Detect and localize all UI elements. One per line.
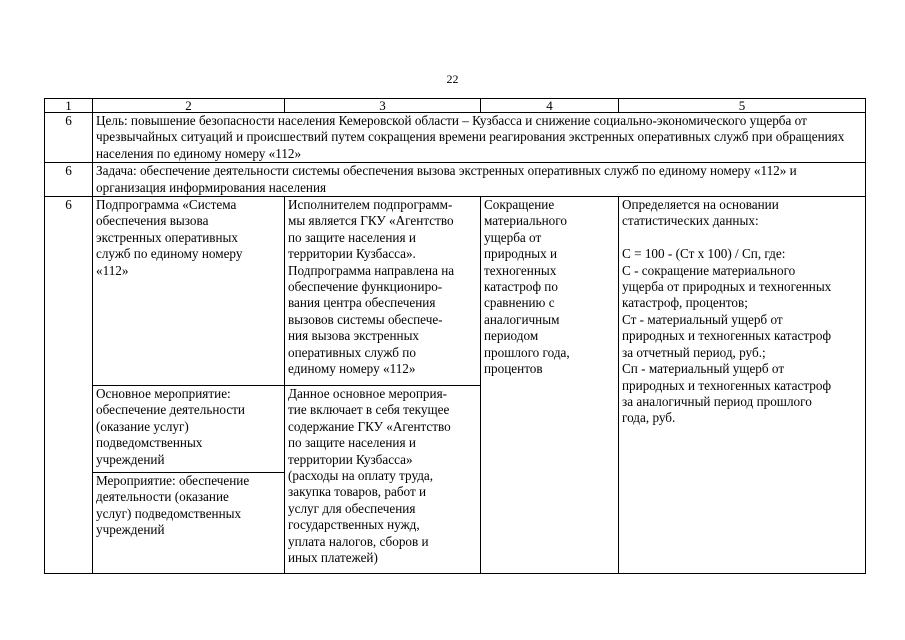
indicator-name: Сокращение материального ущерба от природных и техногенных катастроф по сравнению с аналогичным периодом прошлого года, процентов	[481, 197, 619, 574]
task-row	[45, 163, 866, 197]
header-col-3: 3	[285, 99, 481, 113]
activity-name: Мероприятие: обеспечение деятельности (оказание услуг) подведомственных учреждений	[93, 473, 285, 574]
subprogram-row	[45, 197, 866, 386]
main-activity-description: Данное основное мероприя- тие включает в себя текущее содержание ГКУ «Агентство по защите населения и территории Кузбасса» (расходы на оплату труда, закупка товаров, работ и услуг для обеспечения государственных нужд, уплата налогов, сборов и иных платежей)	[285, 386, 481, 574]
goal-row	[45, 113, 866, 163]
page-number: 22	[446, 72, 459, 86]
main-activity-name: Основное мероприятие: обеспечение деятельности (оказание услуг) подведомственных учреждений	[93, 386, 285, 473]
header-row	[45, 99, 866, 113]
header-col-4: 4	[481, 99, 619, 113]
program-table	[44, 98, 866, 574]
goal-number: 6	[45, 113, 93, 163]
subprogram-name: Подпрограмма «Система обеспечения вызова экстренных оперативных служб по единому номеру «112»	[93, 197, 285, 386]
task-number: 6	[45, 163, 93, 197]
header-col-2: 2	[93, 99, 285, 113]
calculation-method: Определяется на основании статистических данных: С = 100 - (Ст х 100) / Сп, где: С - сокращение материального ущерба от природных и техногенных катастроф, процентов; Ст - материальный ущерб от природных и техногенных катастроф за отчетный период, руб.; Сп - материальный ущерб от природных и техногенных катастроф за аналогичный период прошлого года, руб.	[619, 197, 866, 574]
header-col-5: 5	[619, 99, 866, 113]
header-col-1: 1	[45, 99, 93, 113]
subprogram-description: Исполнителем подпрограмм- мы является ГКУ «Агентство по защите населения и территории Кузбасса». Подпрограмма направлена на обеспечение функциониро- вания центра обеспечения вызовов системы обеспече- ния вызова экстренных оперативных служб по единому номеру «112»	[285, 197, 481, 386]
task-text: Задача: обеспечение деятельности системы обеспечения вызова экстренных оперативных служб по единому номеру «112» и организация информирования населения	[93, 163, 866, 197]
subprogram-number: 6	[45, 197, 93, 574]
goal-text: Цель: повышение безопасности населения Кемеровской области – Кузбасса и снижение социально-экономического ущерба от чрезвычайных ситуаций и происшествий путем сокращения времени реагирования экстренных оперативных служб при обращениях населения по единому номеру «112»	[93, 113, 866, 163]
